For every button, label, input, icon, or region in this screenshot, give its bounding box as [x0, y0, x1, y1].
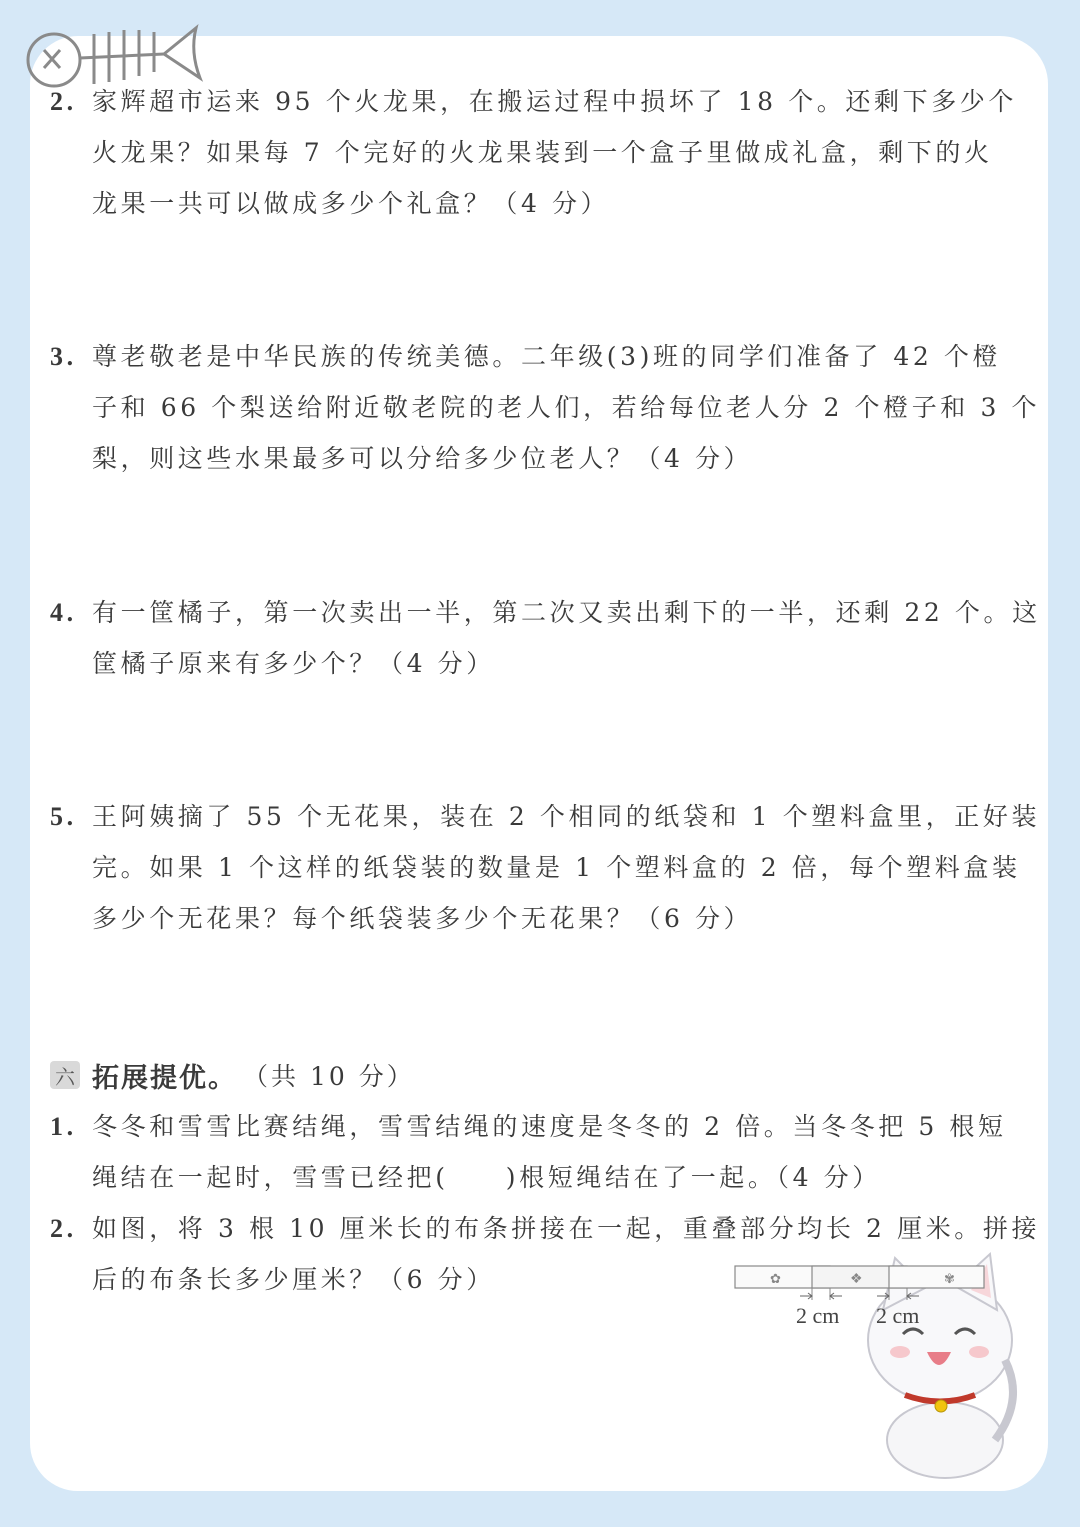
- overlap-label-left: 2 cm: [796, 1303, 840, 1328]
- problem-line: [50, 638, 990, 689]
- problem-text: 如图，将 3 根 10 厘米长的布条拼接在一起，重叠部分均长 2 厘米。拼接: [92, 1214, 1041, 1243]
- section-title: 拓展提优。: [92, 1062, 237, 1094]
- problem-line: [50, 76, 1018, 127]
- problem-number: 5.: [50, 802, 77, 831]
- problem-text: 子和 66 个梨送给附近敬老院的老人们，若给每位老人分 2 个橙子和 3 个: [92, 393, 1041, 422]
- problem-line: [50, 791, 1041, 842]
- cloth-strips-diagram: [734, 1262, 1014, 1337]
- problem-text: 后的布条长多少厘米？（6 分）: [92, 1265, 495, 1294]
- svg-text:❖: ❖: [850, 1271, 863, 1287]
- problem-text: 筐橘子原来有多少个？（4 分）: [92, 649, 495, 678]
- problem-number: 2.: [50, 87, 77, 116]
- problem-text: 完。如果 1 个这样的纸袋装的数量是 1 个塑料盒的 2 倍，每个塑料盒装: [92, 853, 1021, 882]
- problem-5: [50, 791, 1041, 944]
- problem-line: [50, 587, 1041, 638]
- problem-4: [50, 587, 1041, 689]
- problem-line: [50, 127, 993, 178]
- extension-problem-1: [50, 1101, 1007, 1203]
- section-header: [50, 1055, 415, 1095]
- problem-number: 1.: [50, 1112, 77, 1141]
- problem-line: [50, 842, 1021, 893]
- problem-number: 3.: [50, 342, 77, 371]
- problem-line: [50, 433, 990, 484]
- problem-text: 冬冬和雪雪比赛结绳，雪雪结绳的速度是冬冬的 2 倍。当冬冬把 5 根短: [92, 1112, 1007, 1141]
- problem-line: [50, 331, 1002, 382]
- problem-text: 家辉超市运来 95 个火龙果，在搬运过程中损坏了 18 个。还剩下多少个: [92, 87, 1018, 116]
- problem-line: [50, 1203, 1041, 1254]
- problem-line: [50, 1152, 990, 1203]
- problem-text: 梨，则这些水果最多可以分给多少位老人？（4 分）: [92, 444, 753, 473]
- problem-text: 王阿姨摘了 55 个无花果，装在 2 个相同的纸袋和 1 个塑料盒里，正好装: [92, 802, 1041, 831]
- problem-2: [50, 76, 1018, 229]
- svg-text:✾: ✾: [944, 1272, 955, 1287]
- problem-3: [50, 331, 1041, 484]
- section-score: （共 10 分）: [243, 1062, 415, 1091]
- overlap-label-right: 2 cm: [876, 1303, 920, 1328]
- problem-text: 龙果一共可以做成多少个礼盒？（4 分）: [92, 189, 610, 218]
- problem-number: 2.: [50, 1214, 77, 1243]
- problem-line: [50, 1101, 1007, 1152]
- problem-number: 4.: [50, 598, 77, 627]
- problem-text: 尊老敬老是中华民族的传统美德。二年级(3)班的同学们准备了 42 个橙: [92, 342, 1002, 371]
- problem-line: [50, 893, 990, 944]
- section-number-badge: 六: [50, 1061, 80, 1089]
- problem-line: [50, 178, 990, 229]
- cloth-strip: [889, 1266, 984, 1288]
- problem-line: [50, 382, 1041, 433]
- problem-text: 火龙果？如果每 7 个完好的火龙果装到一个盒子里做成礼盒，剩下的火: [92, 138, 993, 167]
- problem-text: 有一筐橘子，第一次卖出一半，第二次又卖出剩下的一半，还剩 22 个。这: [92, 598, 1041, 627]
- svg-text:✿: ✿: [770, 1272, 781, 1287]
- problem-text: 绳结在一起时，雪雪已经把( )根短绳结在了一起。（4 分）: [92, 1163, 881, 1192]
- problem-text: 多少个无花果？每个纸袋装多少个无花果？（6 分）: [92, 904, 753, 933]
